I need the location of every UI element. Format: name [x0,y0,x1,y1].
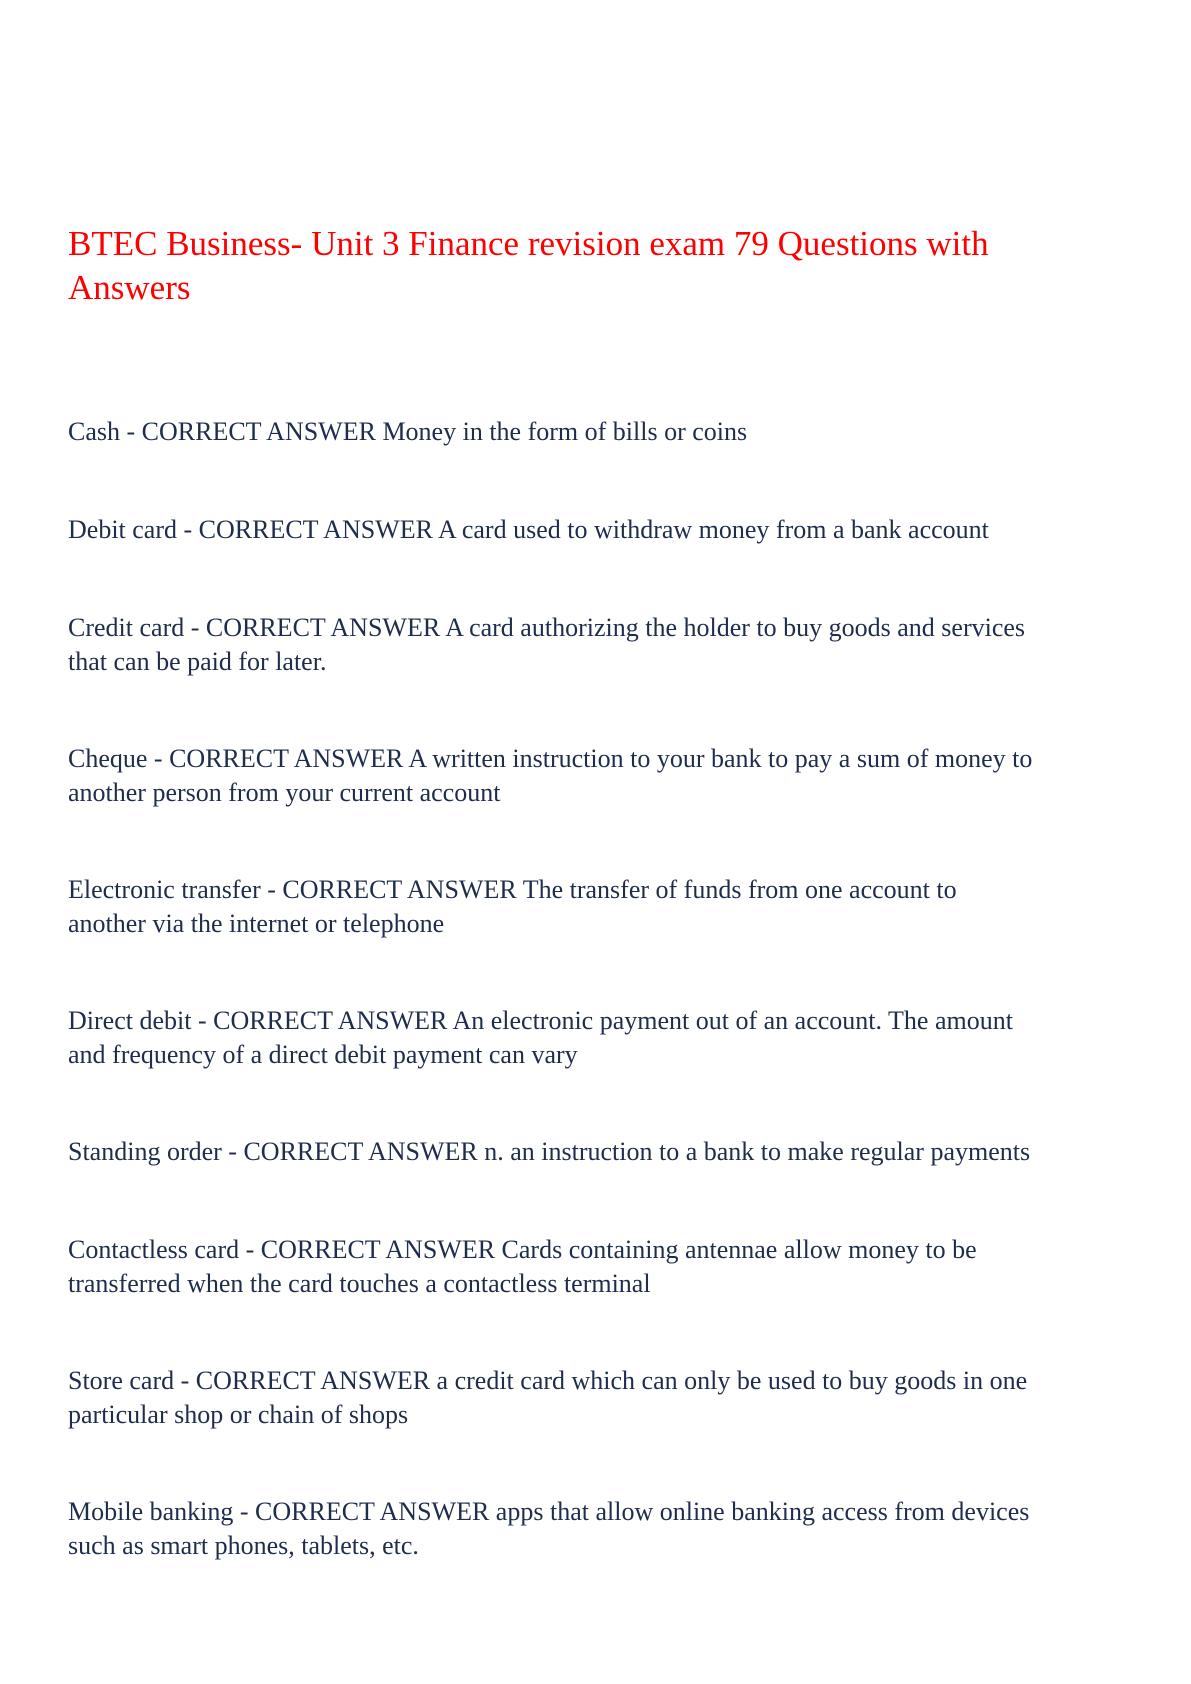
qa-item-standing-order [68,1135,1138,1169]
qa-item-direct-debit [68,1004,1138,1072]
title-line-2: Answers [68,268,191,307]
qa-line: Contactless card - CORRECT ANSWER Cards containing antennae allow money to be [68,1235,977,1264]
qa-item-contactless-card [68,1233,1138,1301]
qa-line: another via the internet or telephone [68,909,445,938]
qa-item-cash [68,415,1138,449]
document-title [68,222,1128,310]
qa-line: Direct debit - CORRECT ANSWER An electronic payment out of an account. The amount [68,1006,1013,1035]
qa-line: Cheque - CORRECT ANSWER A written instruction to your bank to pay a sum of money to [68,744,1033,773]
qa-line: such as smart phones, tablets, etc. [68,1531,419,1560]
qa-item-debit-card [68,513,1138,547]
qa-line: Mobile banking - CORRECT ANSWER apps that allow online banking access from devices [68,1497,1030,1526]
qa-line: Debit card - CORRECT ANSWER A card used to withdraw money from a bank account [68,515,989,544]
qa-line: Store card - CORRECT ANSWER a credit card which can only be used to buy goods in one [68,1366,1028,1395]
qa-line: Cash - CORRECT ANSWER Money in the form of bills or coins [68,417,748,446]
qa-line: particular shop or chain of shops [68,1400,409,1429]
qa-line: transferred when the card touches a contactless terminal [68,1269,651,1298]
qa-line: another person from your current account [68,778,501,807]
qa-item-credit-card [68,611,1138,679]
qa-line: and frequency of a direct debit payment can vary [68,1040,578,1069]
qa-item-store-card [68,1364,1138,1432]
qa-item-mobile-banking [68,1495,1138,1563]
qa-line: Electronic transfer - CORRECT ANSWER The transfer of funds from one account to [68,875,957,904]
title-line-1: BTEC Business- Unit 3 Finance revision exam 79 Questions with [68,224,989,263]
qa-line: Standing order - CORRECT ANSWER n. an instruction to a bank to make regular payments [68,1137,1031,1166]
qa-item-electronic-transfer [68,873,1138,941]
qa-line: that can be paid for later. [68,647,327,676]
qa-item-cheque [68,742,1138,810]
qa-line: Credit card - CORRECT ANSWER A card authorizing the holder to buy goods and services [68,613,1026,642]
